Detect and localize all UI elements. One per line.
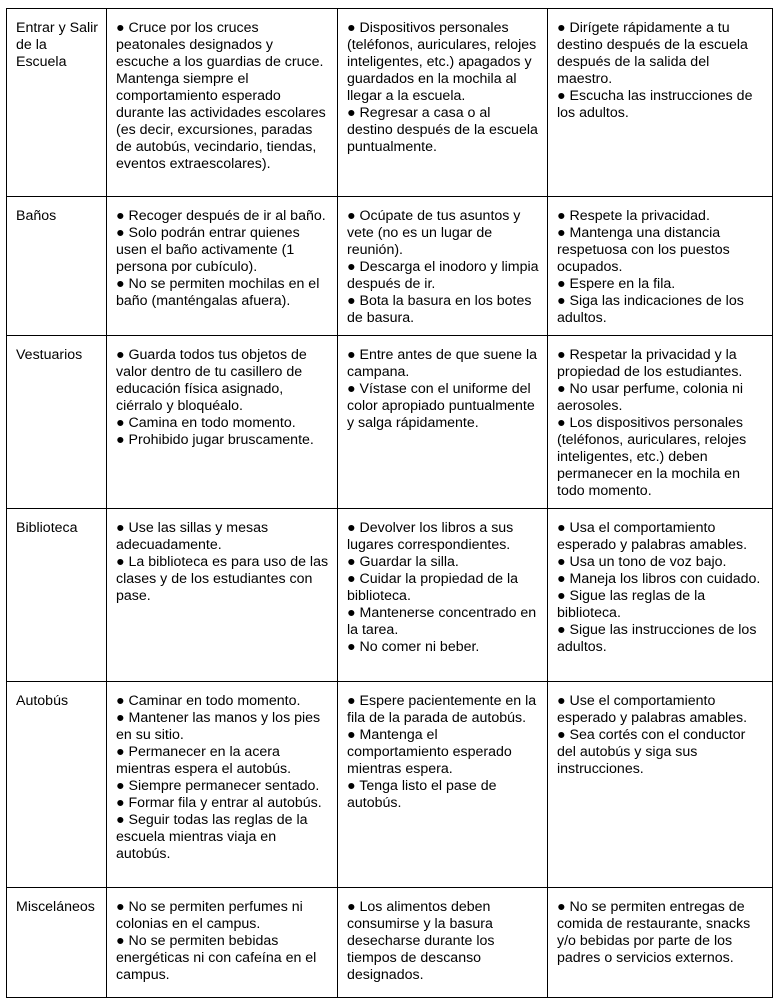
table-row [7,682,773,888]
location-label: Baños [16,208,57,224]
location-label: Misceláneos [16,899,95,915]
location-cell [7,682,107,888]
location-cell [7,197,107,336]
location-label: Autobús [16,693,69,709]
rule-item: ● Ocúpate de tus asuntos y vete (no es un lugar de reunión). [347,208,521,258]
rule-item: ● Tenga listo el pase de autobús. [347,778,497,811]
rule-item: ● Dirígete rápidamente a tu destino después de la escuela después de la salida del maestro. [557,20,748,87]
rule-item: ● Mantenga el comportamiento esperado mientras espera. [347,727,512,777]
location-label: Entrar y Salir de la Escuela [16,20,98,70]
rule-cell [548,682,773,888]
rule-item: ● Prohibido jugar bruscamente. [116,432,314,448]
location-cell [7,888,107,998]
rule-item: ● Usa el comportamiento esperado y palabras amables. [557,520,748,553]
rule-item: ● Respete la privacidad. [557,208,710,224]
rule-item: ● Guardar la silla. [347,554,459,570]
rule-item: ● Los alimentos deben consumirse y la basura desecharse durante los tiempos de descanso designados. [347,899,495,983]
table-row [7,9,773,197]
rule-cell [338,9,548,197]
rule-cell [338,509,548,682]
rule-item: ● No se permiten perfumes ni colonias en el campus. [116,899,303,932]
rule-item: ● Mantenga una distancia respetuosa con los puestos ocupados. [557,225,730,275]
rule-item: ● Sigue las reglas de la biblioteca. [557,588,706,621]
rule-item: ● No se permiten entregas de comida de restaurante, snacks y/o bebidas por parte de los padres o servicios externos. [557,899,751,966]
rule-item: ● Siga las indicaciones de los adultos. [557,293,744,326]
rule-cell [548,9,773,197]
location-cell [7,336,107,509]
rule-item: ● No se permiten bebidas energéticas ni con cafeína en el campus. [116,933,317,983]
rule-item: ● Solo podrán entrar quienes usen el baño activamente (1 persona por cubículo). [116,225,300,275]
rule-item: ● No usar perfume, colonia ni aerosoles. [557,381,744,414]
rule-item: ● Caminar en todo momento. [116,693,301,709]
rule-item: ● Usa un tono de voz bajo. [557,554,727,570]
rule-cell [107,9,338,197]
rule-cell [107,509,338,682]
table-row [7,197,773,336]
rule-item: ● Escucha las instrucciones de los adultos. [557,88,753,121]
location-label: Vestuarios [16,347,83,363]
rule-item: ● Vístase con el uniforme del color apropiado puntualmente y salga rápidamente. [347,381,535,431]
rule-cell [548,509,773,682]
table-row [7,509,773,682]
rule-item: ● Sigue las instrucciones de los adultos. [557,622,757,655]
rule-item: ● Recoger después de ir al baño. [116,208,326,224]
rule-item: ● Devolver los libros a sus lugares correspondientes. [347,520,514,553]
rule-cell [107,197,338,336]
rule-item: ● Mantener las manos y los pies en su sitio. [116,710,321,743]
rule-item: ● No se permiten mochilas en el baño (manténgalas afuera). [116,276,320,309]
rule-item: ● Maneja los libros con cuidado. [557,571,761,587]
rule-item: ● Use las sillas y mesas adecuadamente. [116,520,269,553]
rule-cell [548,888,773,998]
rule-item: ● Use el comportamiento esperado y palabras amables. [557,693,748,726]
rule-item: ● Bota la basura en los botes de basura. [347,293,532,326]
rule-item: ● Respetar la privacidad y la propiedad de los estudiantes. [557,347,743,380]
rule-item: ● Dispositivos personales (teléfonos, auriculares, relojes inteligentes, etc.) apagados y guardados en la mochila al llegar a la escuela. [347,20,537,104]
rule-item: ● Espere en la fila. [557,276,676,292]
rule-cell [107,336,338,509]
rule-item: ● Mantenerse concentrado en la tarea. [347,605,537,638]
rule-item: ● Siempre permanecer sentado. [116,778,320,794]
rule-cell [338,888,548,998]
location-cell [7,509,107,682]
rule-item: ● Entre antes de que suene la campana. [347,347,537,380]
table-row [7,888,773,998]
rule-item: ● La biblioteca es para uso de las clases y de los estudiantes con pase. [116,554,329,604]
rule-cell [338,682,548,888]
rule-item: ● Permanecer en la acera mientras espera el autobús. [116,744,292,777]
rule-item: ● Cuidar la propiedad de la biblioteca. [347,571,519,604]
rule-item: ● Regresar a casa o al destino después de la escuela puntualmente. [347,105,538,155]
table-body [7,9,773,998]
rule-item: ● Camina en todo momento. [116,415,296,431]
rule-item: ● Cruce por los cruces peatonales designados y escuche a los guardias de cruce. Mantenga siempre el comportamiento esperado durante las actividades escolares (es decir, excursiones, paradas de autobús, vecindario, tiendas, eventos extraescolares). [116,20,326,172]
rule-item: ● Los dispositivos personales (teléfonos, auriculares, relojes inteligentes, etc.) deben permanecer en la mochila en todo momento. [557,415,747,499]
location-cell [7,9,107,197]
rule-cell [107,888,338,998]
rule-item: ● Formar fila y entrar al autobús. [116,795,322,811]
rule-item: ● Seguir todas las reglas de la escuela mientras viaja en autobús. [116,812,308,862]
rule-item: ● Sea cortés con el conductor del autobús y siga sus instrucciones. [557,727,746,777]
rule-cell [338,336,548,509]
rule-item: ● No comer ni beber. [347,639,480,655]
rule-cell [107,682,338,888]
rule-item: ● Descarga el inodoro y limpia después de ir. [347,259,539,292]
location-label: Biblioteca [16,520,78,536]
rule-item: ● Espere pacientemente en la fila de la parada de autobús. [347,693,537,726]
rule-cell [548,197,773,336]
table-row [7,336,773,509]
rule-cell [338,197,548,336]
rule-cell [548,336,773,509]
rule-item: ● Guarda todos tus objetos de valor dentro de tu casillero de educación física asignado, ciérralo y bloquéalo. [116,347,307,414]
behavior-expectations-table [6,8,773,998]
